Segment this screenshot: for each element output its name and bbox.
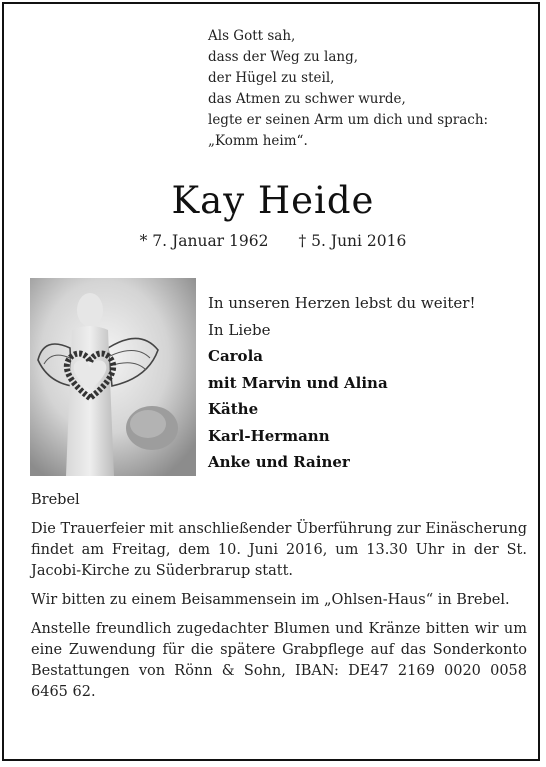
death-date: † 5. Juni 2016: [298, 232, 407, 250]
family-member: mit Marvin und Alina: [208, 373, 388, 392]
family-member: Käthe: [208, 400, 259, 418]
family-member: Carola: [208, 347, 263, 365]
in-liebe-label: In Liebe: [208, 320, 271, 339]
poem-line: das Atmen zu schwer wurde,: [208, 91, 406, 107]
life-dates: [4, 232, 542, 250]
birth-date: * 7. Januar 1962: [139, 232, 269, 250]
poem-line: Als Gott sah,: [208, 28, 296, 44]
poem: [208, 26, 538, 152]
family-member: Anke und Rainer: [208, 453, 350, 471]
deceased-name: Kay Heide: [171, 179, 375, 222]
gathering-paragraph: Wir bitten zu einem Beisammensein im „Ohlsen-Haus“ in Brebel.: [31, 592, 510, 608]
angel-figurine-image: [30, 278, 196, 476]
poem-line: der Hügel zu steil,: [208, 70, 335, 86]
ceremony-paragraph: Die Trauerfeier mit anschließender Überführung zur Einäscherung findet am Freitag, dem 10. Juni 2016, um 13.30 Uhr in der St. Jacobi-Kirche zu Süderbrarup statt.: [31, 521, 527, 579]
poem-line: dass der Weg zu lang,: [208, 49, 359, 65]
angel-figurine-photo: [30, 278, 196, 476]
donation-paragraph: Anstelle freundlich zugedachter Blumen und Kränze bitten wir um eine Zuwendung für die spätere Grabpflege auf das Sonderkonto Bestattungen von Rönn & Sohn, IBAN: DE47 2169 0020 0058 6465 62.: [31, 621, 527, 700]
family-section: [208, 290, 538, 476]
obituary-card: [2, 2, 540, 761]
place-name: Brebel: [31, 492, 80, 508]
family-intro: In unseren Herzen lebst du weiter!: [208, 294, 476, 312]
family-member: Karl-Hermann: [208, 426, 330, 445]
poem-line: legte er seinen Arm um dich und sprach:: [208, 112, 489, 128]
poem-line: „Komm heim“.: [208, 133, 308, 149]
announcement-text: [31, 490, 527, 711]
